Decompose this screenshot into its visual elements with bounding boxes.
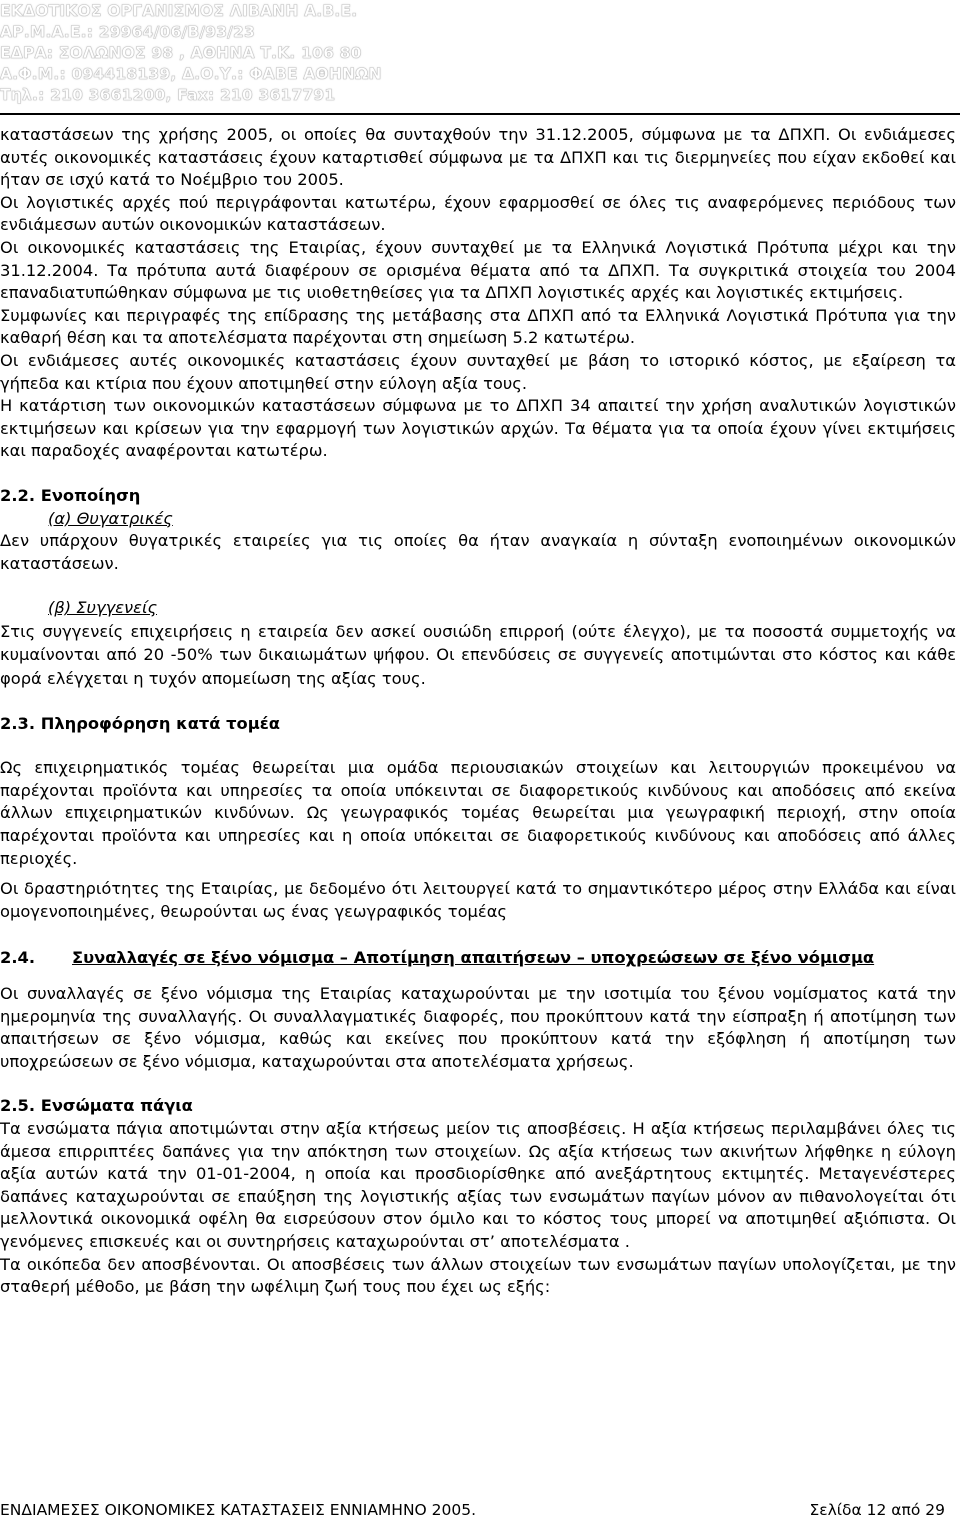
heading-consolidation: 2.2. Ενοποίηση: [0, 485, 141, 505]
subheading-subsidiaries: (α) Θυγατρικές: [48, 508, 173, 528]
document-body: [0, 124, 956, 1299]
paragraph-historical-cost: Οι ενδιάμεσες αυτές οικονομικές καταστάσεις έχουν συνταχθεί με βάση το ιστορικό κόστος, με εξαίρεση τα γήπεδα και κτίρια που έχουν αποτιμηθεί στην εύλογη αξία τους.: [0, 350, 956, 393]
contact-phone-fax: Τηλ.: 210 3661200, Fax: 210 3617791: [0, 86, 336, 104]
paragraph-geographic-segment: Οι δραστηριότητες της Εταιρίας, με δεδομένο ότι λειτουργεί κατά το σημαντικότερο μέρος στην Ελλάδα και είναι ομογενοποιημένες, θεωρούνται ως ένας γεωγραφικός τομέας: [0, 879, 956, 921]
paragraph-segments-definition: Ως επιχειρηματικός τομέας θεωρείται μια ομάδα περιουσιακών στοιχείων και λειτουργιών προκειμένου να παρέχονται προϊόντα και υπηρεσίες τα οποία υπόκεινται σε διαφορετικούς κινδύνους και αποδόσεις από εκείνα άλλων επιχειρηματικών κινδύνων. Ως γεωγραφικός τομέας θεωρείται μια γεωγραφική περιοχή, στην οποία παρέχονται προϊόντα και υπηρεσίες και η οποία υπόκειται σε διαφορετικούς κινδύνους και αποδόσεις από άλλες περιοχές.: [0, 758, 956, 868]
footer-document-title: ΕΝΔΙΑΜΕΣΕΣ ΟΙΚΟΝΟΜΙΚΕΣ ΚΑΤΑΣΤΑΣΕΙΣ ΕΝΝΙΑΜΗΝΟ 2005.: [0, 1501, 477, 1519]
paragraph-depreciation: Τα οικόπεδα δεν αποσβένονται. Οι αποσβέσεις των άλλων στοιχείων των ενσωμάτων παγίων υπολογίζεται, με την σταθερή μέθοδο, με βάση την ωφέλιμη ζωή τους που έχει ως εξής:: [0, 1254, 956, 1297]
paragraph-greek-standards: Οι οικονομικές καταστάσεις της Εταιρίας, έχουν συνταχθεί με τα Ελληνικά Λογιστικά Πρότυπα μέχρι και την 31.12.2004. Τα πρότυπα αυτά διαφέρουν σε ορισμένα θέματα από τα ΔΠΧΠ. Τα συγκριτικά στοιχεία του 2004 επαναδιατυπώθηκαν σύμφωνα με τις υιοθετηθείσες για τα ΔΠΧΠ λογιστικές αρχές και λογιστικές εκτιμήσεις.: [0, 237, 956, 303]
paragraph-accounting-policies: Οι λογιστικές αρχές πού περιγράφονται κατωτέρω, έχουν εφαρμοσθεί σε όλες τις αναφερόμενες περιόδους των ενδιάμεσων αυτών οικονομικών καταστάσεων.: [0, 192, 956, 235]
heading-segment-reporting: 2.3. Πληροφόρηση κατά τομέα: [0, 713, 280, 733]
header-divider: [0, 113, 960, 115]
page-number: Σελίδα 12 από 29: [809, 1501, 945, 1519]
letterhead: [0, 0, 960, 106]
section-title: Συναλλαγές σε ξένο νόμισμα – Αποτίμηση απαιτήσεων – υποχρεώσεων σε ξένο νόμισμα: [72, 948, 875, 968]
section-number: 2.4.: [0, 948, 36, 968]
company-address: ΕΔΡΑ: ΣΟΛΩΝΟΣ 98 , ΑΘΗΝΑ Τ.Κ. 106 80: [0, 44, 362, 62]
page-footer: [0, 1500, 945, 1520]
paragraph-basis-intro: καταστάσεων της χρήσης 2005, οι οποίες θα συνταχθούν την 31.12.2005, σύμφωνα με τα ΔΠΧΠ. Οι ενδιάμεσες αυτές οικονομικές καταστάσεις έχουν καταρτισθεί σύμφωνα με τα ΔΠΧΠ και τις διερμηνείες που είχαν εκδοθεί και ήταν σε ισχύ κατά το Νοέμβριο του 2005.: [0, 125, 956, 190]
paragraph-foreign-currency: Οι συναλλαγές σε ξένο νόμισμα της Εταιρίας καταχωρούνται με την ισοτιμία του ξένου νομίσματος κατά την ημερομηνία της συναλλαγής. Οι συναλλαγματικές διαφορές, που προκύπτουν κατά την είσπραξη ή αποτίμηση των απαιτήσεων σε ξένο νόμισμα, καθώς και εκείνες που προκύπτουν κατά την εξόφληση ή αποτίμηση των υποχρεώσεων σε ξένο νόμισμα, καταχωρούνται στα αποτελέσματα χρήσεως.: [0, 984, 956, 1071]
subheading-associates: (β) Συγγενείς: [48, 598, 158, 618]
heading-tangible-assets: 2.5. Ενσώματα πάγια: [0, 1096, 193, 1116]
tax-info: Α.Φ.Μ.: 094418139, Δ.Ο.Υ.: ΦΑΒΕ ΑΘΗΝΩΝ: [0, 65, 382, 83]
company-name: ΕΚΔΟΤΙΚΟΣ ΟΡΓΑΝΙΣΜΟΣ ΛΙΒΑΝΗ Α.Β.Ε.: [0, 2, 358, 20]
paragraph-reconciliations: Συμφωνίες και περιγραφές της επίδρασης της μετάβασης στα ΔΠΧΠ από τα Ελληνικά Λογιστικά Πρότυπα για την καθαρή θέση και τα αποτελέσματα παρέχονται στη σημείωση 5.2 κατωτέρω.: [0, 305, 956, 348]
paragraph-associates: Στις συγγενείς επιχειρήσεις η εταιρεία δεν ασκεί ουσιώδη επιρροή (ούτε έλεγχο), με τα ποσοστά συμμετοχής να κυμαίνονται από 20 -50% των δικαιωμάτων ψήφου. Οι επενδύσεις σε συγγενείς αποτιμώνται στο κόστος και κάθε φορά ελέγχεται η τυχόν απομείωση της αξίας τους.: [0, 621, 956, 689]
paragraph-tangible-assets: Τα ενσώματα πάγια αποτιμώνται στην αξία κτήσεως μείον τις αποσβέσεις. Η αξία κτήσεως περιλαμβάνει όλες τις άμεσα επιρριπτέες δαπάνες για την απόκτηση των στοιχείων. Ως αξία κτήσεως των ακινήτων λήφθηκε η εύλογη αξία αυτών κατά την 01-01-2004, η οποία και προσδιορίσθηκε από ανεξάρτητους εκτιμητές. Μεταγενέστερες δαπάνες καταχωρούνται σε επαύξηση της λογιστικής αξίας των ενσωμάτων παγίων μόνον αν πιθανολογείται ότι μελλοντικά οικονομικά οφέλη θα εισρεύσουν στον όμιλο και το κόστος τους μπορεί να αποτιμηθεί αξιόπιστα. Οι γενόμενες επισκευές και οι συντηρήσεις καταχωρούνται στ’ αποτελέσματα .: [0, 1118, 956, 1251]
paragraph-estimates: Η κατάρτιση των οικονομικών καταστάσεων σύμφωνα με το ΔΠΧΠ 34 απαιτεί την χρήση αναλυτικών λογιστικών εκτιμήσεων και κρίσεων για την εφαρμογή των λογιστικών αρχών. Τα θέματα για τα οποία έχουν γίνει εκτιμήσεις και παραδοχές αναφέρονται κατωτέρω.: [0, 396, 956, 461]
heading-foreign-currency: [0, 947, 956, 970]
paragraph-subsidiaries: Δεν υπάρχουν θυγατρικές εταιρείες για τις οποίες θα ήταν αναγκαία η σύνταξη ενοποιημένων οικονομικών καταστάσεων.: [0, 531, 956, 573]
registration-number: ΑΡ.Μ.Α.Ε.: 29964/06/Β/93/23: [0, 23, 256, 41]
